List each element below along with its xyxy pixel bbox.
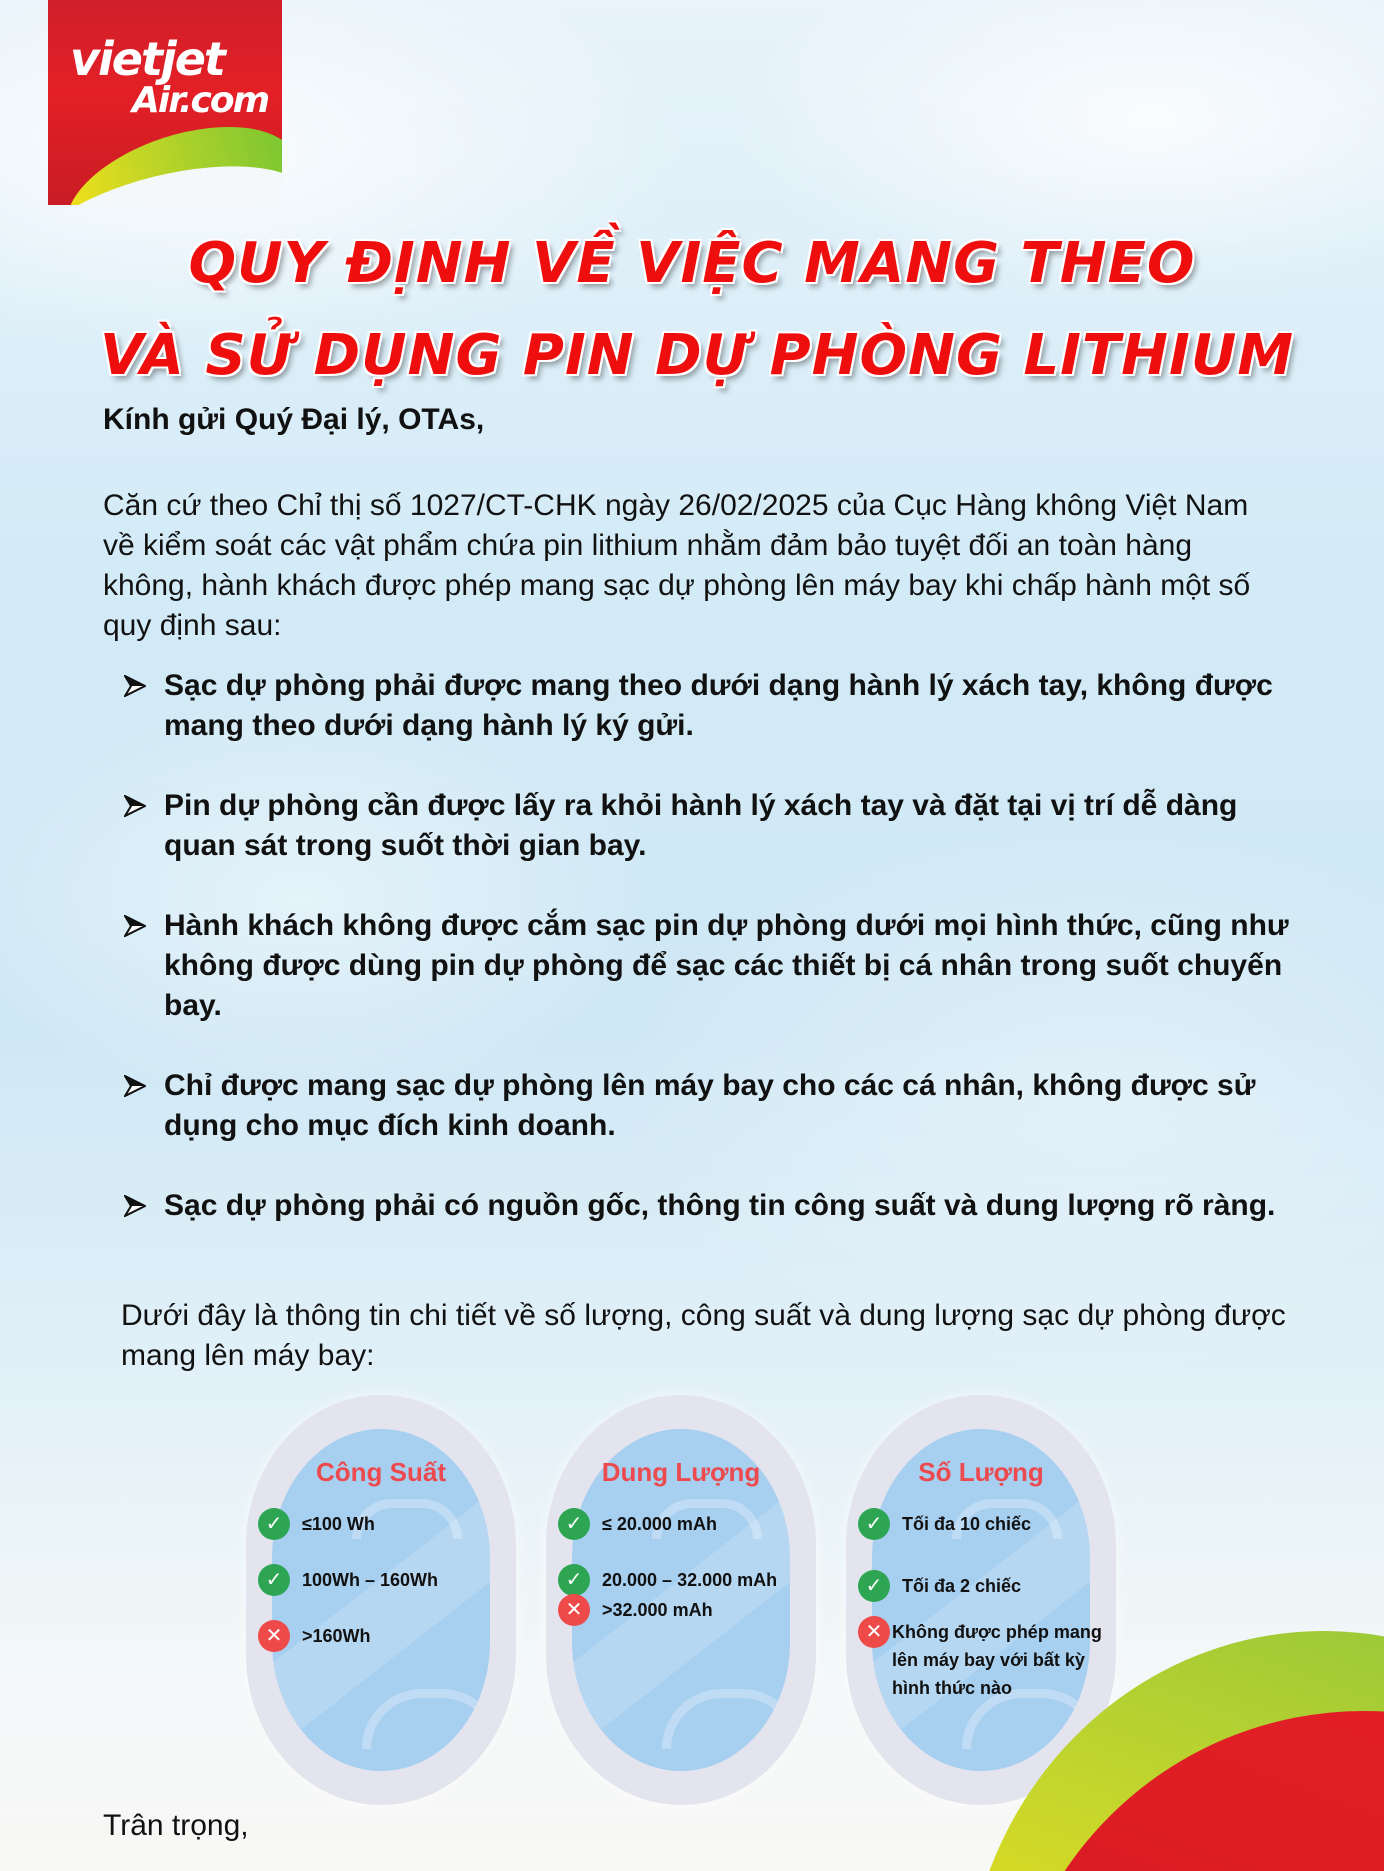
- card-item-text: Không được phép mang lên máy bay với bất kỳ hình thức nào: [892, 1622, 1102, 1698]
- rule-text: Pin dự phòng cần được lấy ra khỏi hành lý xách tay và đặt tại vị trí dễ dàng quan sát trong suốt thời gian bay.: [164, 789, 1238, 862]
- arrow-bullet-icon: [124, 675, 146, 697]
- rule-item: [120, 786, 1300, 866]
- arrow-bullet-icon: [124, 915, 146, 937]
- brand-swoosh-decoration: [964, 1511, 1384, 1871]
- card-item-text: 100Wh – 160Wh: [302, 1570, 439, 1590]
- capacity-card: [546, 1395, 816, 1805]
- card-item-text: ≤ 20.000 mAh: [602, 1514, 717, 1534]
- rule-item: [120, 906, 1300, 1026]
- card-item-text: >160Wh: [302, 1626, 371, 1646]
- cross-icon: ✕: [858, 1616, 890, 1648]
- cloud-icon: [362, 1689, 490, 1749]
- rule-text: Sạc dự phòng phải được mang theo dưới dạng hành lý xách tay, không được mang theo dưới dạng hành lý ký gửi.: [164, 669, 1273, 742]
- logo-text-line1: vietjet: [70, 32, 224, 86]
- power-card: [246, 1395, 516, 1805]
- arrow-bullet-icon: [124, 1195, 146, 1217]
- card-item: [258, 1566, 510, 1596]
- card-item: [558, 1566, 810, 1596]
- logo-text-line2: Air.com: [132, 80, 269, 121]
- title-line-1: QUY ĐỊNH VỀ VIỆC MANG THEO: [188, 231, 1196, 296]
- intro-paragraph: Căn cứ theo Chỉ thị số 1027/CT-CHK ngày 26/02/2025 của Cục Hàng không Việt Nam về kiểm soát các vật phẩm chứa pin lithium nhằm đảm bảo tuyệt đối an toàn hàng không, hành khách được phép mang sạc dự phòng lên máy bay khi chấp hành một số quy định sau:: [103, 489, 1251, 642]
- page-title: [0, 218, 1384, 402]
- rule-text: Sạc dự phòng phải có nguồn gốc, thông tin công suất và dung lượng rõ ràng.: [164, 1189, 1276, 1222]
- summary-paragraph: Dưới đây là thông tin chi tiết về số lượng, công suất và dung lượng sạc dự phòng được mang lên máy bay:: [121, 1299, 1286, 1372]
- check-icon: ✓: [258, 1508, 290, 1540]
- arrow-bullet-icon: [124, 795, 146, 817]
- greeting: Kính gửi Quý Đại lý, OTAs,: [103, 403, 485, 436]
- rule-item: [120, 666, 1300, 746]
- check-icon: ✓: [258, 1564, 290, 1596]
- rule-item: [120, 1066, 1300, 1146]
- rule-text: Hành khách không được cắm sạc pin dự phòng dưới mọi hình thức, cũng như không được dùng pin dự phòng để sạc các thiết bị cá nhân trong suốt chuyến bay.: [164, 909, 1289, 1022]
- card-items: [258, 1510, 510, 1678]
- card-items: [558, 1510, 810, 1652]
- card-item-text: 20.000 – 32.000 mAh: [602, 1570, 778, 1590]
- rule-item: [120, 1186, 1300, 1226]
- card-title: Dung Lượng: [601, 1457, 761, 1487]
- arrow-bullet-icon: [124, 1075, 146, 1097]
- check-icon: ✓: [558, 1508, 590, 1540]
- card-item: [258, 1510, 510, 1540]
- rule-text: Chỉ được mang sạc dự phòng lên máy bay cho các cá nhân, không được sử dụng cho mục đích kinh doanh.: [164, 1069, 1256, 1142]
- closing-text: Trân trọng,: [103, 1809, 249, 1842]
- vietjet-logo: [48, 0, 282, 205]
- card-item-text: Tối đa 10 chiếc: [902, 1514, 1032, 1534]
- card-item: [558, 1510, 810, 1540]
- title-line-2: VÀ SỬ DỤNG PIN DỰ PHÒNG LITHIUM: [99, 323, 1295, 388]
- rules-list: [120, 666, 1300, 1266]
- cloud-icon: [662, 1689, 790, 1749]
- card-title: Công Suất: [316, 1457, 446, 1487]
- check-icon: ✓: [858, 1570, 890, 1602]
- check-icon: ✓: [558, 1564, 590, 1596]
- card-item: [558, 1596, 810, 1626]
- card-item: [258, 1622, 510, 1652]
- cross-icon: ✕: [558, 1594, 590, 1626]
- card-item-text: >32.000 mAh: [602, 1600, 713, 1620]
- cross-icon: ✕: [258, 1620, 290, 1652]
- card-item-text: ≤100 Wh: [302, 1514, 375, 1534]
- card-item-text: Tối đa 2 chiếc: [902, 1576, 1022, 1596]
- check-icon: ✓: [858, 1508, 890, 1540]
- card-title: Số Lượng: [918, 1457, 1044, 1487]
